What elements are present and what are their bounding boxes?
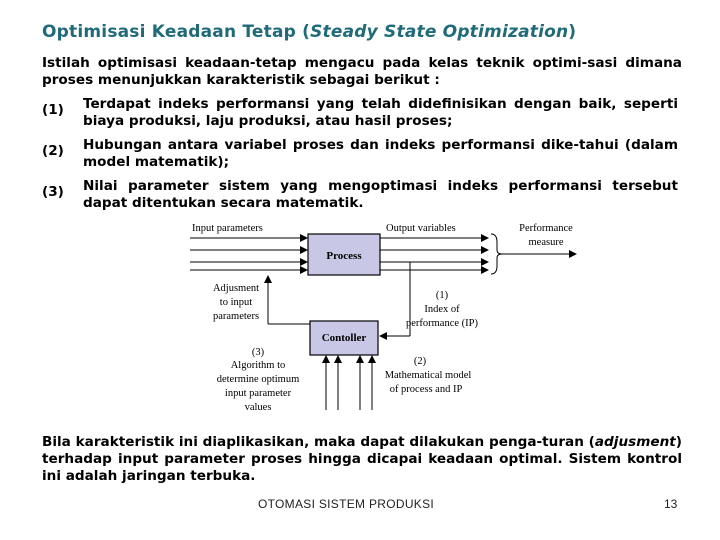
list-item-text: Terdapat indeks performansi yang telah didefinisikan dengan baik, seperti biaya produksi, laju produksi, atau hasil proses; — [83, 96, 678, 129]
performance-label: Performance — [519, 223, 573, 234]
list-item-number: (2) — [42, 143, 64, 159]
output-variables-label: Output variables — [386, 223, 456, 234]
title-italic: Steady State Optimization — [310, 22, 569, 42]
adjusment-label-2: to input — [219, 297, 253, 308]
algorithm-label-3: input parameter — [224, 388, 292, 399]
closing-paragraph — [42, 434, 682, 485]
list-item-number: (1) — [42, 102, 64, 118]
algorithm-label-4: values — [244, 402, 272, 413]
index-label-2: performance (IP) — [405, 318, 479, 329]
output-brace — [491, 234, 502, 274]
title-close: ) — [568, 22, 577, 42]
index-number: (1) — [435, 290, 449, 301]
title-main: Optimisasi Keadaan Tetap ( — [42, 22, 311, 42]
input-parameters-label: Input parameters — [192, 223, 263, 234]
list-item-text: Hubungan antara variabel proses dan indeks performansi dike-tahui (dalam model matematik); — [83, 137, 678, 170]
controller-label: Contoller — [321, 332, 367, 344]
index-label-1: Index of — [424, 304, 460, 315]
page-number: 13 — [664, 497, 678, 511]
measure-label: measure — [528, 237, 564, 248]
closing-text-2: ) terhadap input parameter proses hingga dicapai keadaan optimal. Sistem kontrol ini adalah jaringan terbuka. — [42, 434, 682, 484]
list-item-text: Nilai parameter sistem yang mengoptimasi indeks performansi tersebut dapat ditentukan secara matematik. — [83, 178, 678, 211]
process-label: Process — [326, 250, 362, 262]
closing-italic: adjusment — [594, 434, 676, 450]
algorithm-label-2: determine optimum — [216, 374, 300, 385]
closing-text-1: Bila karakteristik ini diaplikasikan, maka dapat dilakukan penga-turan ( — [42, 434, 595, 450]
model-number: (2) — [413, 356, 427, 367]
footer-text: OTOMASI SISTEM PRODUKSI — [258, 497, 435, 511]
model-label-2: of process and IP — [389, 384, 463, 395]
slide-title — [42, 22, 576, 42]
list-item-number: (3) — [42, 184, 64, 200]
adjusment-label-3: parameters — [212, 311, 260, 322]
optimization-diagram — [190, 220, 590, 420]
adjusment-label-1: Adjusment — [212, 283, 260, 294]
algorithm-number: (3) — [251, 347, 265, 358]
intro-paragraph: Istilah optimisasi keadaan-tetap mengacu pada kelas teknik optimi-sasi dimana proses menunjukkan karakteristik sebagai berikut : — [42, 55, 682, 88]
model-label-1: Mathematical model — [384, 370, 472, 381]
algorithm-label-1: Algorithm to — [230, 360, 286, 371]
